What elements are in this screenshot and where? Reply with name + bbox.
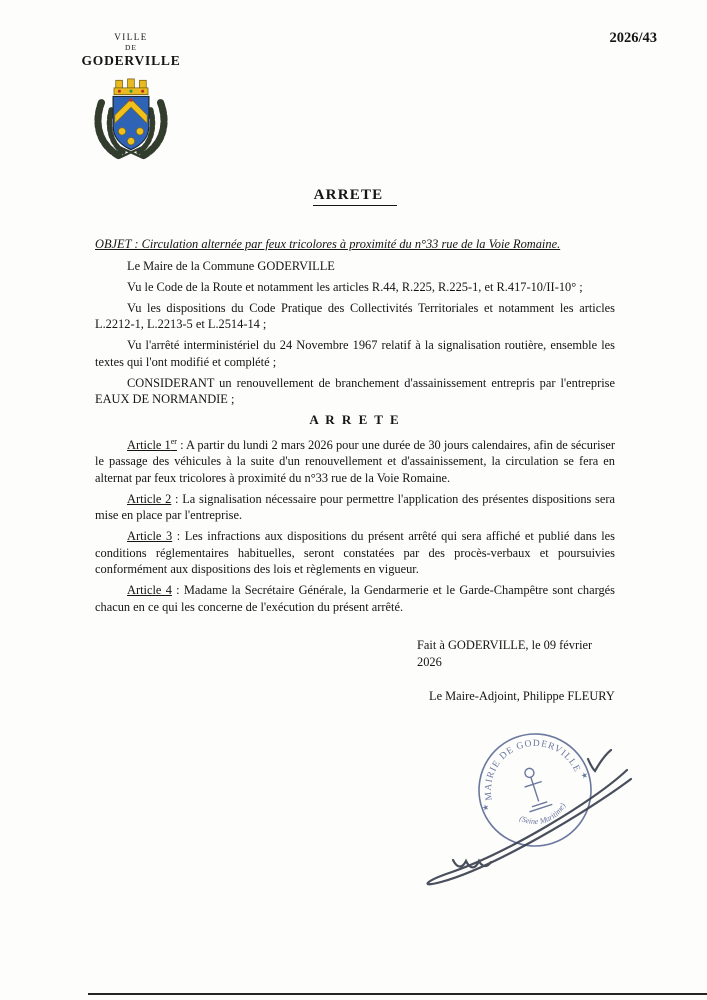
stamp-star-right: ★ [579, 770, 590, 781]
commune-ville-label: VILLE [114, 32, 148, 42]
stamp-bottom-text: (Seine Maritime) [518, 801, 568, 827]
considerant-paragraph: CONSIDERANT un renouvellement de branchement d'assainissement entrepris par l'entreprise EAUX DE NORMANDIE ; [95, 375, 615, 406]
vu-paragraph-3: Vu l'arrêté interministériel du 24 Novembre 1967 relatif à la signalisation routière, ensemble les textes qui l'ont modifié et complété ; [95, 338, 615, 369]
article-1-label: Article 1er [127, 436, 177, 452]
commune-name: GODERVILLE [81, 53, 181, 68]
document-reference-number: 2026/43 [609, 30, 657, 46]
article-3-label: Article 3 [127, 529, 173, 543]
page-bottom-scan-edge [88, 993, 707, 995]
stamp-center-figure [517, 765, 553, 812]
commune-de-label: DE [125, 43, 137, 52]
svg-text:MAIRIE DE GODERVILLE [471, 726, 583, 803]
stamp-and-signature [395, 712, 695, 917]
arrete-heading: A R R E T E [309, 412, 401, 427]
article-2-label: Article 2 [127, 491, 172, 506]
article-1-paragraph [95, 437, 615, 487]
article-4-label: Article 4 [127, 583, 172, 597]
stamp-star-left: ★ [480, 802, 491, 814]
closing-block [417, 637, 615, 705]
article-4-text: : Madame la Secrétaire Générale, la Gendarmerie et le Garde-Champêtre sont chargés chacun en ce qui les concerne de l'exécution du présent arrêté. [95, 583, 615, 614]
vu-paragraph-1: Vu le Code de la Route et notamment les articles R.44, R.225, R.225-1, et R.417-10/II-10° ; [127, 279, 583, 294]
article-4-paragraph [95, 582, 615, 615]
article-2-paragraph [95, 491, 615, 524]
document-title [95, 186, 615, 204]
article-3-paragraph [95, 528, 615, 578]
maire-line: Le Maire de la Commune GODERVILLE [127, 258, 335, 273]
objet-line: OBJET : Circulation alternée par feux tricolores à proximité du n°33 rue de la Voie Romaine. [95, 237, 561, 251]
document-body [95, 0, 615, 705]
document-title-text: ARRETE [313, 187, 398, 206]
article-1-text: : A partir du lundi 2 mars 2026 pour une durée de 30 jours calendaires, afin de sécuriser le passage des véhicules à la suite d'un renouvellement et d'assainissement, la circulation se fera en alternat par feux tricolores à proximité du n°33 rue de la Voie Romaine. [95, 437, 615, 485]
signatory-line: Le Maire-Adjoint, Philippe FLEURY [429, 689, 615, 703]
vu-paragraph-2: Vu les dispositions du Code Pratique des Collectivités Territoriales et notamment les articles L.2212-1, L.2213-5 et L.2514-14 ; [95, 300, 615, 331]
stamp-top-text: MAIRIE DE GODERVILLE [483, 738, 582, 802]
place-date-line: Fait à GODERVILLE, le 09 février 2026 [417, 638, 593, 669]
article-3-text: : Les infractions aux dispositions du présent arrêté qui sera affiché et publié dans les conditions réglementaires habituelles, seront constatées par des procès-verbaux et poursuivies conformément aux dispositions des lois et règlements en vigueur. [95, 529, 615, 576]
article-2-text: : La signalisation nécessaire pour permettre l'application des présentes dispositions sera mise en place par l'entreprise. [95, 491, 616, 522]
